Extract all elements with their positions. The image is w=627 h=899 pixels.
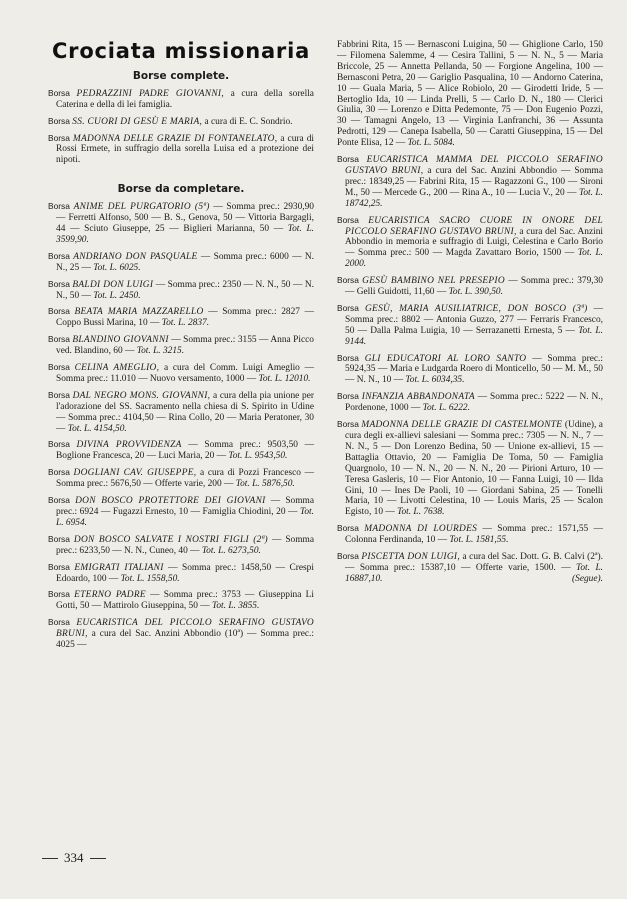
borsa-prefix: Borsa (48, 278, 73, 289)
borsa-prefix: Borsa (48, 87, 77, 98)
borsa-total: Tot. L. 18742,25. (345, 187, 603, 209)
borsa-name: MADONNA DI LOURDES (364, 524, 478, 535)
borsa-name: DAL NEGRO MONS. GIOVANNI, (72, 390, 211, 401)
borsa-total: Tot. L. 9543,50. (228, 451, 288, 462)
page-title: Crociata missionaria (51, 39, 311, 63)
complete-list (48, 88, 314, 166)
borsa-name: CELINA AMEGLIO, (74, 363, 160, 374)
borsa-entry (48, 439, 314, 462)
borsa-entry (337, 215, 603, 271)
borsa-total: Tot. L. 6954. (56, 507, 314, 528)
borsa-entry (48, 562, 314, 585)
borsa-text: — Somma prec.: 1458,50 — Crespi Edoardo, 100 — (56, 562, 314, 584)
borsa-total: Tot. L. 3599,90. (56, 223, 315, 245)
borsa-entry (337, 353, 603, 387)
to-complete-list (48, 201, 314, 651)
borsa-name: BALDI DON LUIGI (72, 279, 154, 290)
borsa-prefix: Borsa (48, 533, 74, 544)
borsa-total: Tot. L. 9144. (345, 325, 603, 347)
borsa-total: Tot. L. 5084. (407, 138, 455, 149)
borsa-total: Tot. L. 16887,10. (345, 562, 603, 584)
borsa-text: a cura della sorella Caterina e della di lei famiglia. (56, 88, 314, 110)
borsa-entry (48, 467, 314, 490)
borsa-prefix: Borsa (337, 523, 365, 534)
borsa-prefix: Borsa (48, 334, 73, 345)
borsa-name: MADONNA DELLE GRAZIE DI CASTELMONTE (361, 420, 563, 431)
borsa-text: — Somma prec.: 1571,55 — Colonna Ferdinanda, 10 — (345, 524, 603, 546)
borsa-entry (48, 116, 314, 128)
borsa-name: GESÙ BAMBINO NEL PRESEPIO (362, 276, 505, 287)
borsa-total: Tot. L. 6273,50. (201, 545, 261, 556)
borsa-entry (337, 523, 603, 546)
borsa-name: PISCETTA DON LUIGI, (361, 552, 460, 563)
borsa-entry (48, 362, 314, 385)
borsa-text: — Somma prec.: 6924 — Fugazzi Ernesto, 10 — Famiglia Chiodini, 20 — (56, 496, 314, 517)
borsa-text: — Somma prec.: 8802 — Antonia Guzzo, 277 — Ferraris Francesco, 50 — Dalla Palma Luigia, 10 — Serrazanetti Ernesta, 5 — (345, 303, 603, 336)
borsa-name: BLANDINO GIOVANNI (72, 335, 169, 346)
borsa-total: Tot. L. 3215. (136, 346, 185, 357)
borsa-name: DON BOSCO SALVATE I NOSTRI FIGLI (2ª) (73, 534, 268, 545)
borsa-prefix: Borsa (337, 419, 362, 430)
borsa-prefix: Borsa (48, 495, 76, 506)
borsa-text: a cura del Sac. Anzini Abbondio — Somma prec.: 18349,25 — Fabrini Rita, 15 — Ragazzoni G., 100 — Sironi M., 50 — Mercede G., 200 — Rina A., 10 — Lucia V., 20 — (345, 165, 603, 198)
borsa-text: — Somma prec.: 5924,35 — Maria e Ludgarda Roero di Monticello, 50 — M. M., 50 — N. N., 10 — (345, 353, 603, 386)
borsa-total: Tot. L. 12010. (258, 373, 311, 384)
borsa-text: — Somma prec.: 6000 — N. N., 25 — (56, 251, 314, 273)
borsa-prefix: Borsa (48, 201, 74, 212)
borsa-text: — Somma prec.: 2827 — Coppo Bussi Marina, 10 — (56, 307, 314, 329)
footer-dash-right (90, 858, 106, 859)
borsa-text: — Somma prec.: 3155 — Anna Picco ved. Blandino, 60 — (56, 335, 314, 357)
borsa-text: a cura di Pozzi Francesco — Somma prec.: 5676,50 — Offerte varie, 200 — (56, 468, 314, 490)
borsa-entry (337, 303, 603, 348)
borsa-entry (48, 201, 314, 246)
borsa-prefix: Borsa (48, 132, 73, 143)
borsa-prefix: Borsa (337, 214, 369, 225)
borsa-name: EUCARISTICA MAMMA DEL PICCOLO SERAFINO GUSTAVO BRUNI, (345, 155, 603, 176)
borsa-entry (48, 279, 314, 302)
borsa-text: a cura del Comm. Luigi Ameglio — Somma prec.: 11.010 — Nuovo versamento, 1000 — (56, 363, 314, 384)
borsa-total: Tot. L. 2000. (345, 248, 604, 270)
borsa-prefix: Borsa (48, 250, 74, 261)
borsa-prefix: Borsa (48, 115, 73, 126)
borsa-name: ANIME DEL PURGATORIO (5ª) (73, 202, 210, 213)
borsa-total: Tot. L. 3855. (211, 601, 260, 612)
borsa-text: — Somma prec.: 379,30 — Gelli Guidotti, 11,60 — (345, 276, 603, 298)
borsa-prefix: Borsa (337, 154, 367, 165)
left-column (48, 40, 314, 656)
borsa-name: ETERNO PADRE (74, 590, 146, 601)
page-number: 334 (64, 850, 84, 865)
borsa-entry (337, 40, 603, 149)
borsa-text: a cura del Sac. Dott. G. B. Calvi (2ª). — Somma prec.: 15387,10 — Offerte varie, 1500. — (345, 552, 603, 573)
page-footer (42, 850, 172, 866)
borsa-prefix: Borsa (48, 467, 74, 478)
right-column (337, 40, 603, 590)
borsa-text: — Somma prec.: 2930,90 — Ferretti Alfonso, 500 — B. S., Genova, 50 — Vittoria Bargagli, 44 — Sciuto Giuseppe, 25 — Biglieri Marianna, 50 — (56, 202, 314, 234)
borsa-total: Tot. L. 2450. (93, 290, 141, 301)
borsa-name: ANDRIANO DON PASQUALE (73, 251, 198, 262)
borsa-total: Tot. L. 6025. (93, 262, 141, 273)
borsa-name: EUCARISTICA SACRO CUORE IN ONORE DEL PICCOLO SERAFINO GUSTAVO BRUNI, (345, 215, 603, 237)
borsa-entry (48, 306, 314, 329)
borsa-entry (48, 589, 314, 612)
borsa-name: INFANZIA ABBANDONATA (361, 392, 475, 403)
borsa-name: DON BOSCO PROTETTORE DEI GIOVANI (75, 496, 266, 507)
borsa-text: — Somma prec.: 2350 — N. N., 50 — N. N., 50 — (56, 279, 314, 301)
borsa-entry (48, 133, 314, 167)
borsa-name: DOGLIANI CAV. GIUSEPPE, (73, 468, 197, 479)
borsa-prefix: Borsa (48, 362, 75, 373)
borsa-total: Tot. L. 1558,50. (120, 573, 180, 584)
borsa-name: BEATA MARIA MAZZARELLO (74, 307, 204, 318)
borsa-entry (337, 391, 603, 414)
borsa-prefix: Borsa (337, 352, 365, 363)
borsa-text: (Udine), a cura degli ex-allievi salesiani — Somma prec.: 7305 — N. N., 7 — N. N., 5 — Don Lorenzo Bedina, 50 — Unione ex-allievi, 15 — Battaglia Ottavio, 20 — Famiglia De Toma, 50 — Famiglia Quargnolo, 10 — N. N., 20 — N. N., 20 — Pirioni Arturo, 10 — Teresa Gasleris, 10 — Fior Antonio, 10 — Fanna Luigi, 10 — Ilda Gini, 10 — Ines De Paoli, 10 — Giordani Sabina, 25 — Tonelli Maria, 10 — Livotti Celestina, 10 — Louis Maris, 25 — Scalon Egisto, 10 — (345, 420, 603, 518)
borsa-text: a cura di Rossi Ermete, in suffragio della sorella Luisa ed a protezione dei nipoti. (56, 133, 314, 166)
borsa-name: EUCARISTICA DEL PICCOLO SERAFINO GUSTAVO BRUNI, (56, 618, 314, 640)
borsa-name: MADONNA DELLE GRAZIE DI FONTANELATO, (72, 133, 278, 144)
borsa-prefix: Borsa (48, 561, 75, 572)
borsa-name: GESÙ, MARIA AUSILIATRICE, DON BOSCO (3ª) (364, 303, 588, 314)
borsa-entry (48, 390, 314, 435)
borsa-total: Tot. L. 6034,35. (405, 375, 465, 386)
borsa-total: Tot. L. 7638. (397, 507, 445, 518)
borsa-total: Tot. L. 4154,50. (67, 423, 127, 434)
borsa-entry (337, 551, 603, 585)
borsa-text: a cura di E. C. Sondrio. (202, 116, 293, 127)
borsa-prefix: Borsa (48, 439, 77, 450)
borsa-total: Tot. L. 2837. (161, 318, 210, 329)
borsa-text: a cura del Sac. Anzini Abbondio (10ª) — Somma prec.: 4025 — (56, 629, 314, 651)
continued-note: (Segue). (572, 573, 603, 584)
borsa-total: Tot. L. 5876,50. (235, 479, 295, 490)
section-heading-complete: Borse complete. (132, 69, 230, 82)
borsa-prefix: Borsa (48, 617, 77, 628)
borsa-text: — Somma prec.: 3753 — Giuseppina Li Gotti, 50 — Mattirolo Giuseppina, 50 — (56, 590, 314, 612)
borsa-text: a cura della pia unione per l'adorazione del SS. Sacramento nella chiesa di S. Spirito in Udine — Somma prec.: 4104,50 — Rina Collo, 20 — Maria Peratoner, 30 — (56, 390, 314, 434)
borsa-text: a cura del Sac. Anzini Abbondio in memoria e suffragio di Luigi, Celestina e Carlo Borio — Somma prec.: 500 — Magda Zavattaro Borio, 1500 — (345, 226, 604, 259)
borsa-prefix: Borsa (337, 551, 362, 562)
borsa-prefix: Borsa (337, 391, 362, 402)
borsa-entry (337, 275, 603, 298)
borsa-entry (337, 419, 603, 518)
borsa-entry (48, 334, 314, 357)
borsa-text: — Somma prec.: 9503,50 — Boglione Francesca, 20 — Luci Maria, 20 — (56, 440, 314, 462)
borsa-text: — Somma prec.: 5222 — N. N., Pordenone, 1000 — (345, 392, 603, 414)
right-list (337, 40, 603, 585)
borsa-text: — Somma prec.: 6233,50 — N. N., Cuneo, 40 — (56, 534, 314, 556)
borsa-entry (337, 154, 603, 210)
borsa-name: EMIGRATI ITALIANI (74, 562, 164, 573)
borsa-total: Tot. L. 1581,55. (449, 535, 509, 546)
borsa-name: SS. CUORI DI GESÙ E MARIA, (72, 116, 203, 127)
borsa-entry (48, 617, 314, 651)
borsa-name: GLI EDUCATORI AL LORO SANTO (364, 353, 527, 364)
borsa-name: DIVINA PROVVIDENZA (76, 440, 182, 451)
borsa-prefix: Borsa (337, 275, 363, 286)
borsa-entry (48, 495, 314, 529)
borsa-prefix: Borsa (48, 589, 75, 600)
footer-dash-left (42, 858, 58, 859)
borsa-total: Tot. L. 6222. (422, 403, 470, 414)
borsa-prefix: Borsa (48, 306, 75, 317)
borsa-prefix: Borsa (337, 302, 365, 313)
borsa-entry (48, 251, 314, 274)
borsa-text: Fabbrini Rita, 15 — Bernasconi Luigina, 50 — Ghiglione Carlo, 150 — Filomena Salemme, 4 — Cesira Tallini, 5 — N. N., 5 — Maria Briccole, 25 — Annetta Pellanda, 50 — Forgione Angelina, 100 — Bernasconi Petra, 20 — Gariglio Pasqualina, 10 — Andorno Caterina, 10 — Guala Maria, 5 — Alice Robiolo, 20 — Girodetti Iride, 5 — Bertoglio Ida, 10 — Linda Prelli, 5 — Carlo D. N., 180 — Clerici Giulia, 30 — Lorenzo e Ditta Pedemonte, 75 — Don Eugenio Pozzi, 30 — Tamagni Angelo, 13 — Virginia Lanfranchi, 36 — Assunta Pedrotti, 129 — Canepa Isabella, 50 — Caratti Giuseppina, 15 — Del Ponte Elisa, 12 — (337, 40, 603, 149)
borsa-prefix: Borsa (48, 389, 73, 400)
borsa-entry (48, 534, 314, 557)
borsa-total: Tot. L. 390,50. (448, 287, 503, 298)
borsa-name: PEDRAZZINI PADRE GIOVANNI, (76, 88, 224, 99)
borsa-entry (48, 88, 314, 111)
section-heading-to-complete: Borse da completare. (117, 183, 245, 196)
